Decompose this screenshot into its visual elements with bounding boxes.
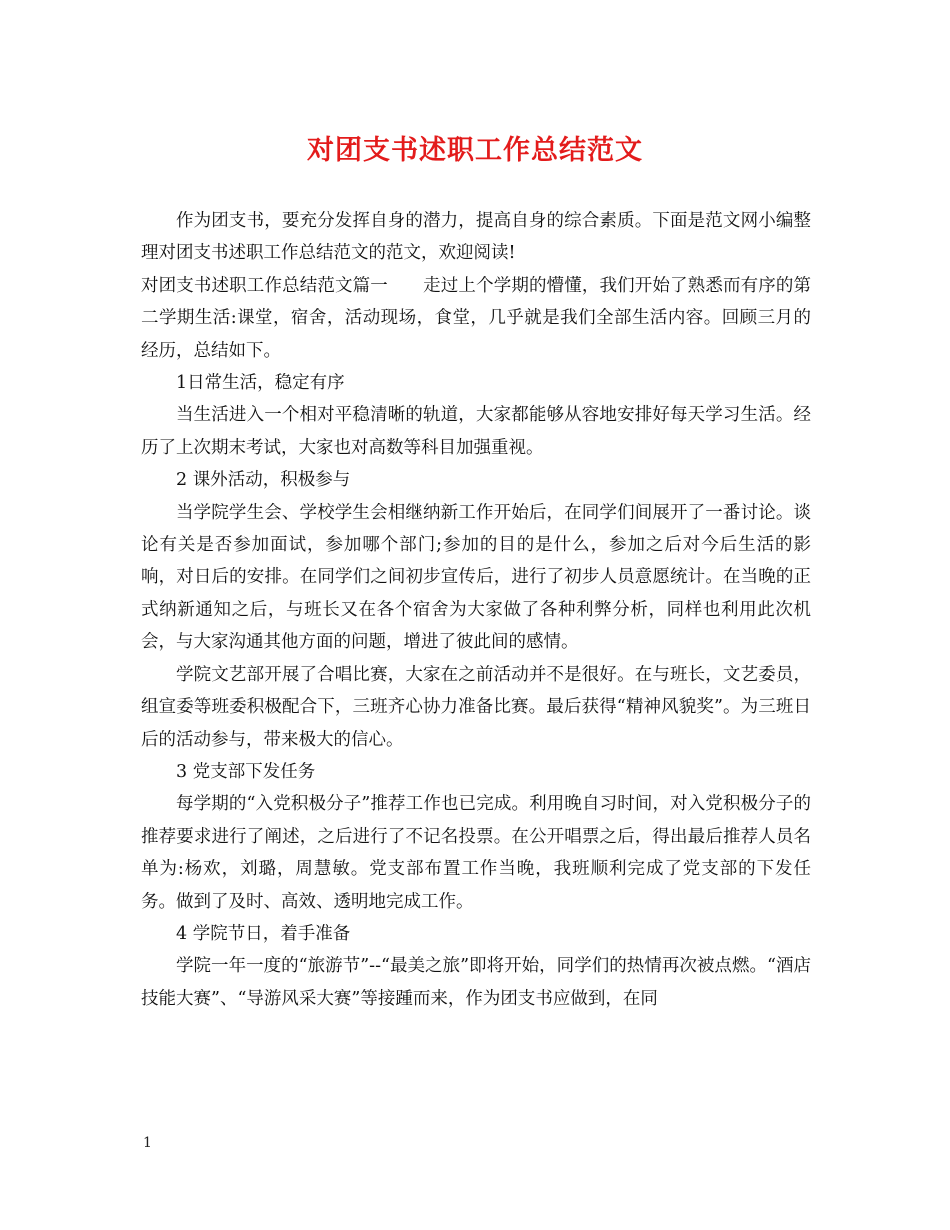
intro-paragraph: 作为团支书，要充分发挥自身的潜力，提高自身的综合素质。下面是范文网小编整理对团支书述职工作总结范文的范文，欢迎阅读! — [141, 211, 811, 264]
section-paragraph: 每学期的“入党积极分子”推荐工作也已完成。利用晚自习时间，对入党积极分子的推荐要求进行了阐述，之后进行了不记名投票。在公开唱票之后，得出最后推荐人员名单为:杨欢，刘璐，周慧敏。党支部布置工作当晚，我班顺利完成了党支部的下发任务。做到了及时、高效、透明地完成工作。 — [141, 794, 811, 912]
section-paragraph: 当学院学生会、学校学生会相继纳新工作开始后，在同学们间展开了一番讨论。谈论有关是否参加面试，参加哪个部门;参加的目的是什么，参加之后对今后生活的影响，对日后的安排。在同学们之间初步宣传后，进行了初步人员意愿统计。在当晚的正式纳新通知之后，与班长又在各个宿舍为大家做了各种利弊分析，同样也利用此次机会，与大家沟通其他方面的问题，增进了彼此间的感情。 — [141, 502, 811, 653]
article-one-paragraph: 对团支书述职工作总结范文篇一 走过上个学期的懵懂，我们开始了熟悉而有序的第二学期生活:课堂，宿舍，活动现场，食堂，几乎就是我们全部生活内容。回顾三月的经历，总结如下。 — [141, 275, 811, 361]
section-heading-3: 3 党支部下发任务 — [176, 761, 316, 782]
document-body — [141, 205, 811, 1015]
section-heading-4: 4 学院节日，着手准备 — [176, 923, 351, 944]
section-paragraph: 学院文艺部开展了合唱比赛，大家在之前活动并不是很好。在与班长，文艺委员，组宣委等班委积极配合下，三班齐心协力准备比赛。最后获得“精神风貌奖”。为三班日后的活动参与，带来极大的信心。 — [141, 664, 811, 750]
section-paragraph: 学院一年一度的“旅游节”--“最美之旅”即将开始，同学们的热情再次被点燃。“酒店技能大赛”、“导游风采大赛”等接踵而来，作为团支书应做到，在同 — [141, 956, 811, 1009]
section-heading-2: 2 课外活动，积极参与 — [176, 470, 351, 491]
section-paragraph: 当生活进入一个相对平稳清晰的轨道，大家都能够从容地安排好每天学习生活。经历了上次期末考试，大家也对高数等科目加强重视。 — [141, 405, 811, 458]
page-number: 1 — [143, 1135, 152, 1151]
section-heading-1: 1日常生活，稳定有序 — [176, 373, 345, 394]
document-title: 对团支书述职工作总结范文 — [307, 135, 643, 166]
